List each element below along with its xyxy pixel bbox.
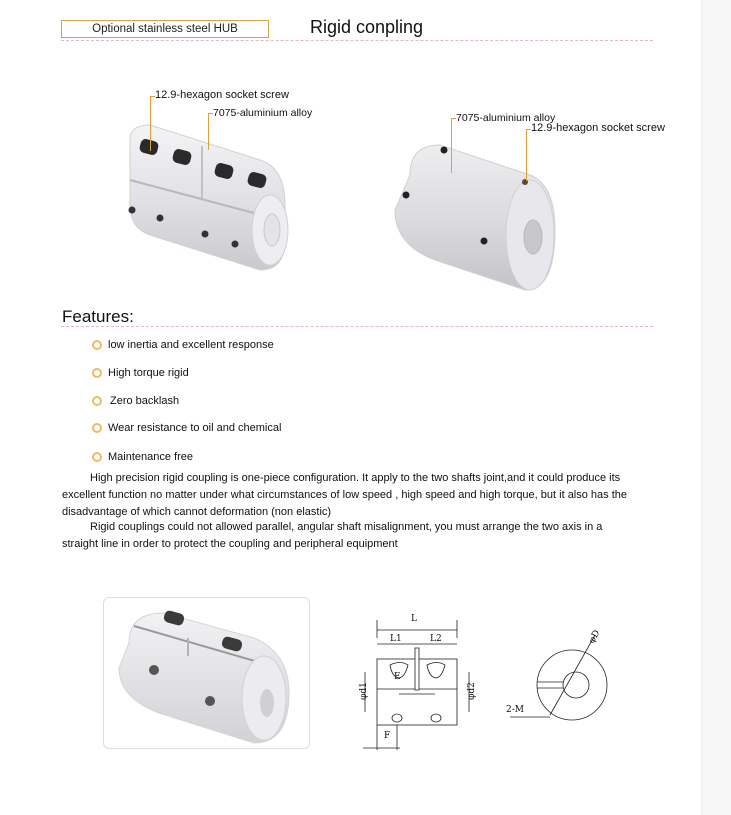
bullet-icon <box>92 423 102 433</box>
callout-socket-screw: 12.9-hexagon socket screw <box>155 89 289 101</box>
feature-item: High torque rigid <box>92 367 189 379</box>
bullet-icon <box>92 368 102 378</box>
clamp-coupling-image <box>110 110 310 280</box>
description-paragraph-1: High precision rigid coupling is one-piece configuration. It apply to the two shafts joint,and it could produce its excellent function no matter under what circumstances of low speed , high speed and high torque, but it also has the disadvantage of which cannot deformation (non elastic) <box>62 472 628 518</box>
hub-option-label: Optional stainless steel HUB <box>61 20 269 38</box>
feature-item: low inertia and excellent response <box>92 339 274 351</box>
dim-M: 2-M <box>506 705 524 715</box>
leader-line <box>208 113 209 150</box>
callout-socket-screw: 12.9-hexagon socket screw <box>531 122 665 134</box>
feature-item: Zero backlash <box>92 395 179 407</box>
leader-line <box>526 129 527 181</box>
dim-L: L <box>411 614 417 624</box>
feature-item: Wear resistance to oil and chemical <box>92 422 281 434</box>
clamp-coupling-photo <box>104 598 309 748</box>
bullet-icon <box>92 452 102 462</box>
leader-line <box>451 118 452 173</box>
callout-aluminium-alloy: 7075-aluminium alloy <box>456 112 556 124</box>
callout-aluminium-alloy: 7075-aluminium alloy <box>213 107 313 119</box>
feature-item: Maintenance free <box>92 451 193 463</box>
set-screw-coupling-image <box>390 140 570 295</box>
dim-d2: φd2 <box>466 682 477 700</box>
dim-F: F <box>384 731 391 741</box>
page-title: Rigid conpling <box>310 17 424 37</box>
features-divider <box>61 326 653 327</box>
dim-d1: φd1 <box>358 682 369 700</box>
dim-L1: L1 <box>390 634 402 644</box>
side-view-drawing <box>355 612 475 752</box>
bullet-icon <box>92 396 102 406</box>
product-photo-frame <box>103 597 310 749</box>
dim-D: φD <box>587 628 603 646</box>
bullet-icon <box>92 340 102 350</box>
features-heading: Features: <box>62 307 134 326</box>
header-divider <box>61 40 653 41</box>
dim-L2: L2 <box>430 634 442 644</box>
right-margin-bar <box>701 0 731 815</box>
leader-line <box>150 96 151 151</box>
description-paragraph-2: Rigid couplings could not allowed parallel, angular shaft misalignment, you must arrange the two axis in a straight line in order to protect the coupling and peripheral equipment <box>62 521 603 550</box>
dim-E: E <box>394 672 401 682</box>
